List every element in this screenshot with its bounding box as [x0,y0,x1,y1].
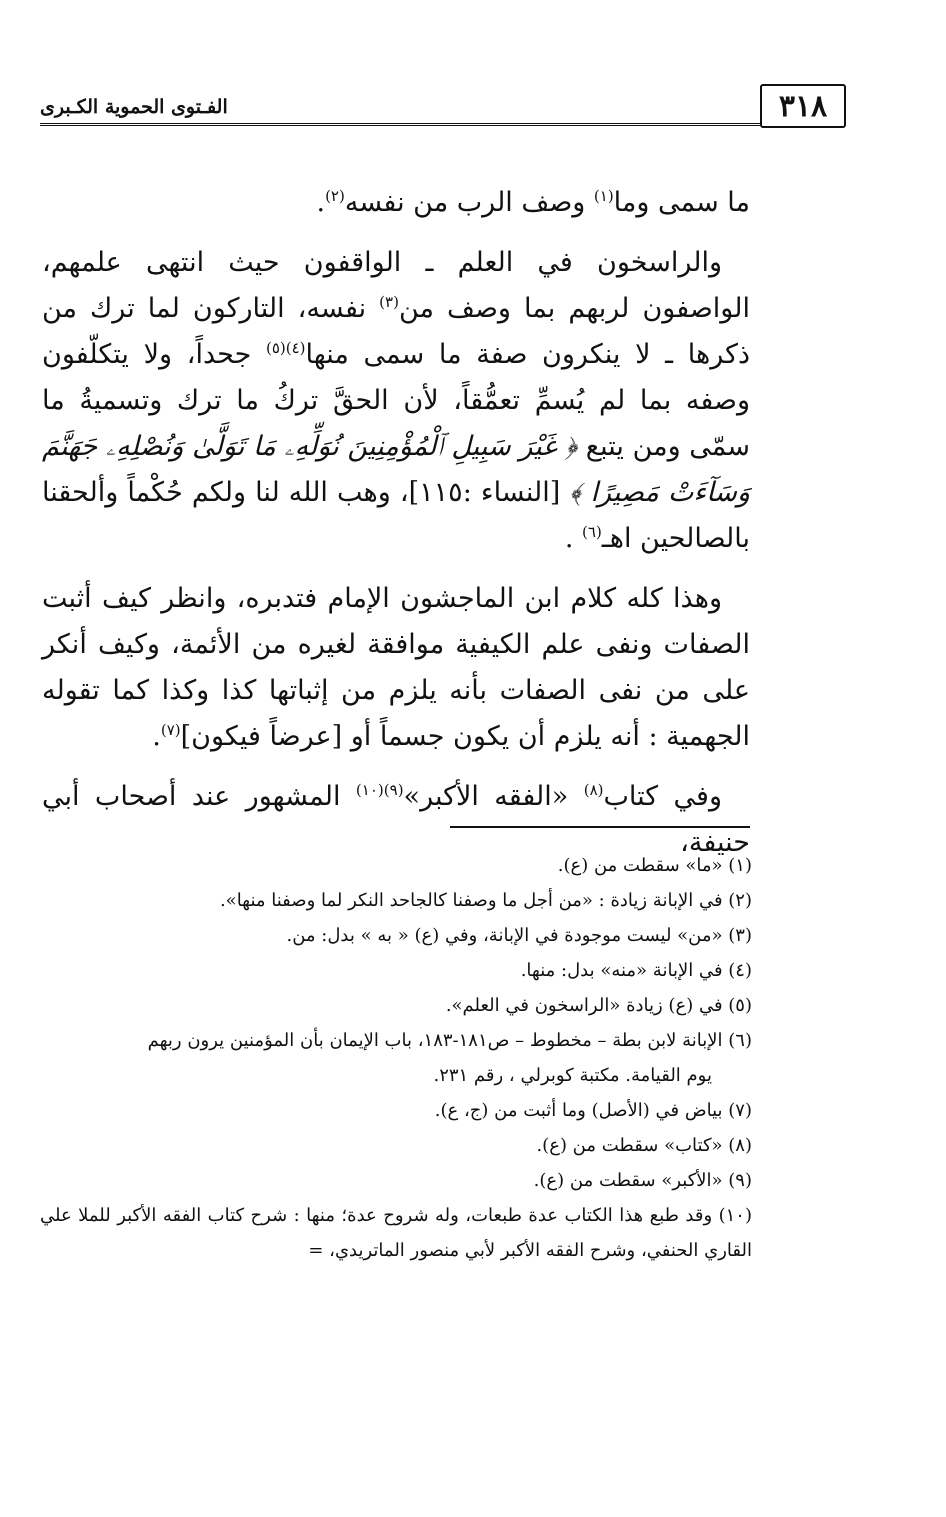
footnote-ref: (٦) [582,523,602,541]
running-header [40,96,760,126]
footnote-ref: (٢) [325,187,345,205]
footnote-separator [450,826,750,828]
footnote-7: (٧) بياض في (الأصل) وما أثبت من (ج، ع). [434,1100,752,1121]
text-run: [النساء :١١٥]، وهب الله لنا ولكم حُكْماً وألحقنا بالصالحين اهـ [42,477,750,554]
footnote-6: (٦) الإبانة لابن بطة – مخطوط – ص١٨١-١٨٣، باب الإيمان بأن المؤمنين يرون ربهم [147,1030,752,1051]
running-title: الفـتوى الحموية الكـبرى [40,96,228,118]
footnote-ref: (٣) [379,293,399,311]
text-run: . [564,523,583,554]
footnote-10: (١٠) وقد طبع هذا الكتاب عدة طبعات، وله شروح عدة؛ منها : شرح كتاب الفقه الأكبر للملا علي القاري الحنفي، وشرح الفقه الأكبر لأبي منصور الماتريدي، = [40,1205,752,1261]
quran-verse: ﴿ غَيْرَ سَبِيلِ ٱلْمُؤْمِنِينَ نُوَلِّهِۦ مَا تَوَلَّىٰ وَنُصْلِهِۦ جَهَنَّمَ وَسَآءَتْ مَصِيرًا ﴾ [42,431,750,508]
footnote-4: (٤) في الإبانة «منه» بدل: منها. [520,960,752,981]
text-run: المشهور عند أصحاب أبي حنيفة، [42,781,750,858]
footnote-ref: (٨) [583,781,604,799]
text-run: . [316,187,326,218]
footnote-ref: (٩)(١٠) [355,781,404,799]
text-run: والراسخون في العلم ـ الواقفون حيث انتهى علمهم، الواصفون لربهم بما وصف من [42,247,750,324]
paragraph-1 [42,180,750,226]
page-number: ٣١٨ [760,84,846,128]
footnotes-list [40,848,752,1268]
text-run: وفي كتاب [603,781,722,812]
footnote-1: (١) «ما» سقطت من (ع). [557,855,752,876]
text-run: وهذا كله كلام ابن الماجشون الإمام فتدبره، وانظر كيف أثبت الصفات ونفى علم الكيفية موافقة لغيره من الأئمة، وكيف أنكر على من نفى الصفات بأنه يلزم من إثباتها كذا وكذا كما تقوله الجهمية : أنه يلزم أن يكون جسماً أو [عرضاً فيكون] [42,583,750,752]
footnote-2: (٢) في الإبانة زيادة : «من أجل ما وصفنا كالجاحد النكر لما وصفنا منها». [219,890,752,911]
text-run: «الفقه الأكبر» [403,781,584,812]
footnote-5: (٥) في (ع) زيادة «الراسخون في العلم». [445,995,752,1016]
footnote-ref: (١) [593,187,614,205]
text-run: ما سمى وما [613,187,750,218]
header-rule [40,123,760,126]
text-run: وصف الرب من نفسه [344,187,594,218]
footnote-8: (٨) «كتاب» سقطت من (ع). [536,1135,752,1156]
text-run: نفسه، التاركون لما ترك من ذكرها ـ لا ينكرون صفة ما سمى منها [42,293,751,370]
footnote-9: (٩) «الأكبر» سقطت من (ع). [533,1170,752,1191]
main-text [42,180,750,880]
paragraph-2 [42,240,750,562]
paragraph-3 [42,576,750,760]
footnote-ref: (٤)(٥) [265,339,306,357]
text-run: . [152,721,161,752]
footnote-6-continued: يوم القيامة. مكتبة كوبرلي ، رقم ٢٣١. [433,1065,712,1086]
text-run: جحداً، ولا يتكلّفون وصفه بما لم يُسمِّ تعمُّقاً، لأن الحقَّ تركُ ما ترك وتسميةُ ما سمّى ومن يتبع [42,339,751,462]
footnote-ref: (٧) [160,721,181,739]
footnote-3: (٣) «من» ليست موجودة في الإبانة، وفي (ع) « به » بدل: من. [286,925,752,946]
